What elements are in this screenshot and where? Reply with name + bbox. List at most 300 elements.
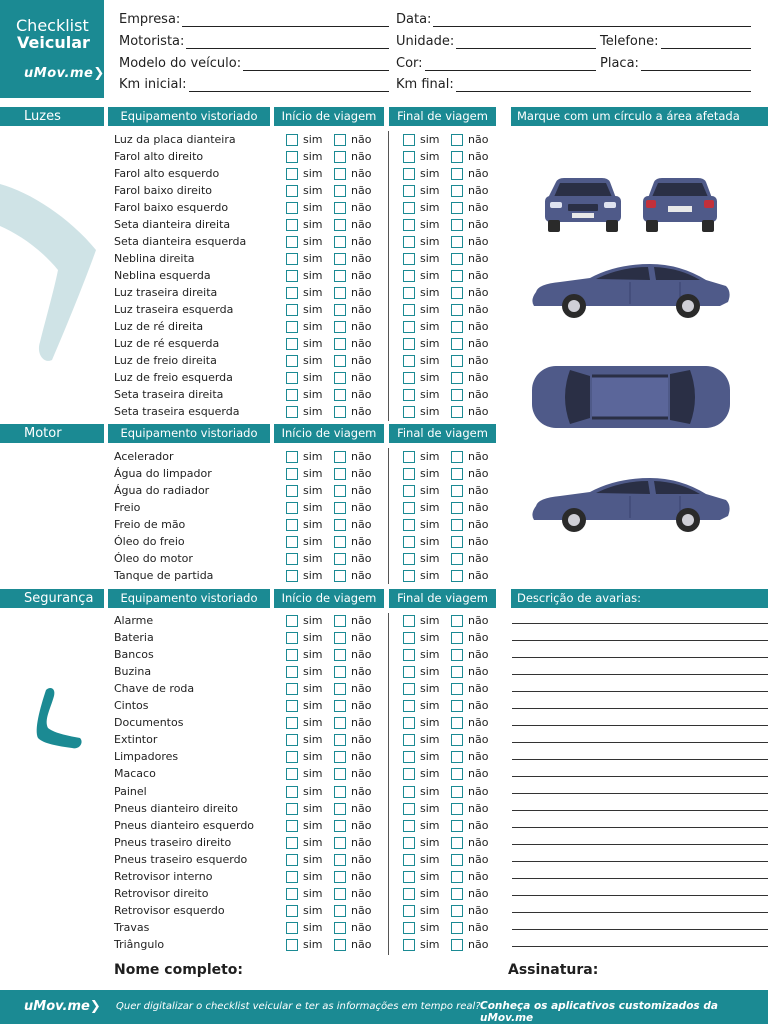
inicio-sim-checkbox[interactable] [286, 683, 298, 695]
final-sim-checkbox[interactable] [403, 389, 415, 401]
final-sim-checkbox[interactable] [403, 803, 415, 815]
inicio-nao-checkbox[interactable] [334, 519, 346, 531]
sim-label: sim [420, 699, 440, 713]
final-nao-checkbox[interactable] [451, 236, 463, 248]
item-label: Seta dianteira esquerda [114, 235, 247, 248]
sim-label: sim [303, 450, 323, 463]
inicio-sim-checkbox[interactable] [286, 751, 298, 763]
inicio-sim-checkbox[interactable] [286, 888, 298, 900]
final-sim-checkbox[interactable] [403, 270, 415, 282]
descricao-line[interactable] [512, 946, 768, 947]
final-nao-checkbox[interactable] [451, 468, 463, 480]
final-nao-checkbox[interactable] [451, 888, 463, 900]
final-sim-checkbox[interactable] [403, 820, 415, 832]
item-label: Óleo do motor [114, 552, 193, 565]
final-sim-checkbox[interactable] [403, 751, 415, 763]
final-sim-checkbox[interactable] [403, 553, 415, 565]
sim-label: sim [420, 648, 440, 662]
nao-label: não [468, 405, 489, 418]
inicio-sim-checkbox[interactable] [286, 236, 298, 248]
inicio-sim-checkbox[interactable] [286, 134, 298, 146]
inicio-nao-checkbox[interactable] [334, 700, 346, 712]
final-sim-checkbox[interactable] [403, 717, 415, 729]
item-label: Farol baixo esquerdo [114, 201, 229, 214]
sim-label: sim [420, 501, 440, 514]
item-label: Seta traseira direita [114, 388, 224, 401]
inicio-sim-checkbox[interactable] [286, 939, 298, 951]
descricao-line[interactable] [512, 657, 768, 658]
descricao-line[interactable] [512, 810, 768, 811]
inicio-nao-checkbox[interactable] [334, 168, 346, 180]
inicio-sim-checkbox[interactable] [286, 666, 298, 678]
nao-label: não [468, 682, 489, 696]
final-nao-checkbox[interactable] [451, 185, 463, 197]
final-nao-checkbox[interactable] [451, 270, 463, 282]
final-sim-checkbox[interactable] [403, 519, 415, 531]
final-sim-checkbox[interactable] [403, 536, 415, 548]
final-nao-checkbox[interactable] [451, 820, 463, 832]
inicio-nao-checkbox[interactable] [334, 253, 346, 265]
final-sim-checkbox[interactable] [403, 406, 415, 418]
inicio-nao-checkbox[interactable] [334, 768, 346, 780]
nao-label: não [468, 903, 489, 917]
final-sim-checkbox[interactable] [403, 304, 415, 316]
final-nao-checkbox[interactable] [451, 666, 463, 678]
descricao-line[interactable] [512, 742, 768, 743]
nao-label: não [351, 303, 372, 316]
inicio-sim-checkbox[interactable] [286, 389, 298, 401]
inicio-sim-checkbox[interactable] [286, 202, 298, 214]
luzes-row [0, 336, 500, 353]
sim-label: sim [303, 699, 323, 713]
inicio-nao-checkbox[interactable] [334, 888, 346, 900]
final-sim-checkbox[interactable] [403, 253, 415, 265]
final-nao-checkbox[interactable] [451, 922, 463, 934]
inicio-sim-checkbox[interactable] [286, 854, 298, 866]
inicio-nao-checkbox[interactable] [334, 649, 346, 661]
inicio-sim-checkbox[interactable] [286, 570, 298, 582]
cor-field[interactable] [396, 56, 596, 71]
km-inicial-label: Km inicial: [119, 77, 187, 92]
final-nao-checkbox[interactable] [451, 355, 463, 367]
inicio-nao-checkbox[interactable] [334, 304, 346, 316]
inicio-nao-checkbox[interactable] [334, 406, 346, 418]
nao-label: não [351, 252, 372, 265]
unidade-field[interactable] [396, 34, 596, 49]
inicio-sim-checkbox[interactable] [286, 304, 298, 316]
inicio-sim-checkbox[interactable] [286, 253, 298, 265]
car-front-view[interactable] [542, 176, 624, 236]
car-side-view-right[interactable] [530, 262, 732, 322]
final-nao-checkbox[interactable] [451, 451, 463, 463]
final-sim-checkbox[interactable] [403, 632, 415, 644]
descricao-line[interactable] [512, 708, 768, 709]
inicio-nao-checkbox[interactable] [334, 615, 346, 627]
inicio-sim-checkbox[interactable] [286, 270, 298, 282]
nao-label: não [468, 467, 489, 480]
sim-label: sim [303, 467, 323, 480]
luzes-row [0, 387, 500, 404]
final-nao-checkbox[interactable] [451, 939, 463, 951]
inicio-sim-checkbox[interactable] [286, 338, 298, 350]
inicio-nao-checkbox[interactable] [334, 202, 346, 214]
final-nao-checkbox[interactable] [451, 905, 463, 917]
inicio-sim-checkbox[interactable] [286, 700, 298, 712]
car-rear-view[interactable] [640, 176, 720, 236]
final-sim-checkbox[interactable] [403, 939, 415, 951]
final-nao-checkbox[interactable] [451, 287, 463, 299]
nao-label: não [468, 852, 489, 866]
inicio-sim-checkbox[interactable] [286, 406, 298, 418]
final-sim-checkbox[interactable] [403, 570, 415, 582]
luzes-row [0, 319, 500, 336]
inicio-sim-checkbox[interactable] [286, 502, 298, 514]
inicio-nao-checkbox[interactable] [334, 734, 346, 746]
final-nao-checkbox[interactable] [451, 837, 463, 849]
seguranca-row [0, 835, 500, 852]
seguranca-col-inicio: Início de viagem [274, 589, 384, 608]
sim-label: sim [420, 631, 440, 645]
final-nao-checkbox[interactable] [451, 536, 463, 548]
final-sim-checkbox[interactable] [403, 768, 415, 780]
final-sim-checkbox[interactable] [403, 134, 415, 146]
nao-label: não [468, 184, 489, 197]
inicio-nao-checkbox[interactable] [334, 151, 346, 163]
sim-label: sim [420, 467, 440, 480]
final-nao-checkbox[interactable] [451, 683, 463, 695]
final-sim-checkbox[interactable] [403, 649, 415, 661]
inicio-nao-checkbox[interactable] [334, 355, 346, 367]
inicio-sim-checkbox[interactable] [286, 321, 298, 333]
sim-label: sim [303, 320, 323, 333]
inicio-sim-checkbox[interactable] [286, 649, 298, 661]
sim-label: sim [420, 150, 440, 163]
item-label: Água do limpador [114, 467, 212, 480]
sim-label: sim [303, 184, 323, 197]
final-nao-checkbox[interactable] [451, 502, 463, 514]
inicio-sim-checkbox[interactable] [286, 287, 298, 299]
descricao-line[interactable] [512, 776, 768, 777]
luzes-row [0, 200, 500, 217]
inicio-sim-checkbox[interactable] [286, 185, 298, 197]
final-nao-checkbox[interactable] [451, 389, 463, 401]
luzes-row [0, 404, 500, 421]
km-final-field[interactable] [396, 77, 751, 92]
final-nao-checkbox[interactable] [451, 338, 463, 350]
final-sim-checkbox[interactable] [403, 502, 415, 514]
final-sim-checkbox[interactable] [403, 734, 415, 746]
final-nao-checkbox[interactable] [451, 854, 463, 866]
sim-label: sim [303, 552, 323, 565]
inicio-nao-checkbox[interactable] [334, 270, 346, 282]
final-nao-checkbox[interactable] [451, 786, 463, 798]
inicio-nao-checkbox[interactable] [334, 717, 346, 729]
nao-label: não [351, 467, 372, 480]
final-sim-checkbox[interactable] [403, 338, 415, 350]
final-nao-checkbox[interactable] [451, 649, 463, 661]
inicio-nao-checkbox[interactable] [334, 570, 346, 582]
inicio-sim-checkbox[interactable] [286, 519, 298, 531]
item-label: Farol alto esquerdo [114, 167, 220, 180]
inicio-sim-checkbox[interactable] [286, 151, 298, 163]
sim-label: sim [303, 167, 323, 180]
inicio-sim-checkbox[interactable] [286, 632, 298, 644]
inicio-sim-checkbox[interactable] [286, 219, 298, 231]
final-nao-checkbox[interactable] [451, 168, 463, 180]
item-label: Acelerador [114, 450, 174, 463]
inicio-sim-checkbox[interactable] [286, 355, 298, 367]
final-nao-checkbox[interactable] [451, 372, 463, 384]
telefone-field[interactable] [600, 34, 751, 49]
inicio-sim-checkbox[interactable] [286, 468, 298, 480]
inicio-nao-checkbox[interactable] [334, 185, 346, 197]
sim-label: sim [303, 682, 323, 696]
sim-label: sim [420, 716, 440, 730]
inicio-sim-checkbox[interactable] [286, 922, 298, 934]
final-sim-checkbox[interactable] [403, 151, 415, 163]
sim-label: sim [303, 869, 323, 883]
sim-label: sim [303, 535, 323, 548]
final-nao-checkbox[interactable] [451, 570, 463, 582]
sim-label: sim [303, 818, 323, 832]
car-side-view-left[interactable] [530, 476, 732, 536]
inicio-nao-checkbox[interactable] [334, 236, 346, 248]
data-field[interactable] [396, 12, 751, 27]
sim-label: sim [303, 337, 323, 350]
nao-label: não [351, 337, 372, 350]
inicio-nao-checkbox[interactable] [334, 451, 346, 463]
final-sim-checkbox[interactable] [403, 905, 415, 917]
final-sim-checkbox[interactable] [403, 666, 415, 678]
final-nao-checkbox[interactable] [451, 768, 463, 780]
inicio-nao-checkbox[interactable] [334, 321, 346, 333]
final-nao-checkbox[interactable] [451, 803, 463, 815]
inicio-nao-checkbox[interactable] [334, 751, 346, 763]
descricao-line[interactable] [512, 861, 768, 862]
final-nao-checkbox[interactable] [451, 615, 463, 627]
descricao-line[interactable] [512, 793, 768, 794]
descricao-line[interactable] [512, 827, 768, 828]
inicio-nao-checkbox[interactable] [334, 134, 346, 146]
nao-label: não [468, 869, 489, 883]
final-sim-checkbox[interactable] [403, 485, 415, 497]
sim-label: sim [420, 354, 440, 367]
final-sim-checkbox[interactable] [403, 615, 415, 627]
modelo-field[interactable] [119, 56, 389, 71]
sim-label: sim [420, 614, 440, 627]
item-label: Retrovisor esquerdo [114, 903, 225, 917]
final-sim-checkbox[interactable] [403, 219, 415, 231]
final-nao-checkbox[interactable] [451, 253, 463, 265]
inicio-sim-checkbox[interactable] [286, 615, 298, 627]
item-label: Neblina direita [114, 252, 195, 265]
seguranca-col-equipamento: Equipamento vistoriado [108, 589, 270, 608]
final-nao-checkbox[interactable] [451, 485, 463, 497]
seguranca-row [0, 903, 500, 920]
sim-label: sim [420, 518, 440, 531]
nao-label: não [468, 631, 489, 645]
final-sim-checkbox[interactable] [403, 321, 415, 333]
final-nao-checkbox[interactable] [451, 519, 463, 531]
nao-label: não [468, 269, 489, 282]
placa-field[interactable] [600, 56, 751, 71]
descricao-line[interactable] [512, 674, 768, 675]
inicio-sim-checkbox[interactable] [286, 168, 298, 180]
inicio-sim-checkbox[interactable] [286, 717, 298, 729]
sim-label: sim [303, 631, 323, 645]
inicio-nao-checkbox[interactable] [334, 854, 346, 866]
inicio-nao-checkbox[interactable] [334, 485, 346, 497]
empresa-field[interactable] [119, 12, 389, 27]
motor-col-equipamento: Equipamento vistoriado [108, 424, 270, 443]
final-sim-checkbox[interactable] [403, 236, 415, 248]
sim-label: sim [303, 665, 323, 679]
final-sim-checkbox[interactable] [403, 287, 415, 299]
final-nao-checkbox[interactable] [451, 134, 463, 146]
inicio-nao-checkbox[interactable] [334, 389, 346, 401]
nao-label: não [351, 201, 372, 214]
final-sim-checkbox[interactable] [403, 202, 415, 214]
car-top-view[interactable] [530, 362, 732, 432]
final-nao-checkbox[interactable] [451, 734, 463, 746]
inicio-nao-checkbox[interactable] [334, 820, 346, 832]
motorista-field[interactable] [119, 34, 389, 49]
final-sim-checkbox[interactable] [403, 372, 415, 384]
brand-logo: uMov.me❯ [24, 66, 105, 81]
final-sim-checkbox[interactable] [403, 185, 415, 197]
title-line-1: Checklist [16, 16, 89, 35]
final-sim-checkbox[interactable] [403, 683, 415, 695]
inicio-sim-checkbox[interactable] [286, 451, 298, 463]
nao-label: não [468, 201, 489, 214]
inicio-nao-checkbox[interactable] [334, 287, 346, 299]
descricao-line[interactable] [512, 912, 768, 913]
inicio-sim-checkbox[interactable] [286, 372, 298, 384]
inicio-sim-checkbox[interactable] [286, 837, 298, 849]
inicio-nao-checkbox[interactable] [334, 468, 346, 480]
inicio-nao-checkbox[interactable] [334, 632, 346, 644]
inicio-sim-checkbox[interactable] [286, 820, 298, 832]
item-label: Farol baixo direito [114, 184, 212, 197]
final-sim-checkbox[interactable] [403, 837, 415, 849]
item-label: Luz traseira esquerda [114, 303, 234, 316]
item-label: Tanque de partida [114, 569, 214, 582]
inicio-sim-checkbox[interactable] [286, 871, 298, 883]
inicio-nao-checkbox[interactable] [334, 683, 346, 695]
sim-label: sim [420, 903, 440, 917]
final-sim-checkbox[interactable] [403, 922, 415, 934]
inicio-nao-checkbox[interactable] [334, 871, 346, 883]
final-nao-checkbox[interactable] [451, 751, 463, 763]
seguranca-row [0, 681, 500, 698]
inicio-nao-checkbox[interactable] [334, 338, 346, 350]
section-luzes: Luzes [0, 107, 104, 126]
descricao-line[interactable] [512, 844, 768, 845]
final-nao-checkbox[interactable] [451, 151, 463, 163]
item-label: Retrovisor interno [114, 869, 213, 883]
nao-label: não [351, 648, 372, 662]
final-sim-checkbox[interactable] [403, 786, 415, 798]
sim-label: sim [420, 733, 440, 747]
luzes-col-inicio: Início de viagem [274, 107, 384, 126]
nao-label: não [468, 920, 489, 934]
sim-label: sim [420, 869, 440, 883]
nao-label: não [468, 552, 489, 565]
footer-link[interactable]: Conheça os aplicativos customizados da uMov.me [480, 1000, 718, 1024]
inicio-sim-checkbox[interactable] [286, 536, 298, 548]
nao-label: não [351, 167, 372, 180]
nao-label: não [468, 150, 489, 163]
motor-row [0, 517, 500, 534]
final-nao-checkbox[interactable] [451, 700, 463, 712]
inicio-nao-checkbox[interactable] [334, 536, 346, 548]
final-sim-checkbox[interactable] [403, 700, 415, 712]
final-nao-checkbox[interactable] [451, 304, 463, 316]
descricao-line[interactable] [512, 878, 768, 879]
final-sim-checkbox[interactable] [403, 468, 415, 480]
km-inicial-field[interactable] [119, 77, 389, 92]
inicio-sim-checkbox[interactable] [286, 485, 298, 497]
descricao-line[interactable] [512, 725, 768, 726]
final-sim-checkbox[interactable] [403, 888, 415, 900]
final-nao-checkbox[interactable] [451, 717, 463, 729]
inicio-nao-checkbox[interactable] [334, 553, 346, 565]
inicio-nao-checkbox[interactable] [334, 939, 346, 951]
final-sim-checkbox[interactable] [403, 168, 415, 180]
inicio-nao-checkbox[interactable] [334, 372, 346, 384]
descricao-line[interactable] [512, 623, 768, 624]
seguranca-row [0, 749, 500, 766]
descricao-line[interactable] [512, 759, 768, 760]
final-nao-checkbox[interactable] [451, 321, 463, 333]
final-nao-checkbox[interactable] [451, 219, 463, 231]
inicio-nao-checkbox[interactable] [334, 666, 346, 678]
inicio-nao-checkbox[interactable] [334, 837, 346, 849]
item-label: Água do radiador [114, 484, 210, 497]
item-label: Pneus traseiro direito [114, 835, 232, 849]
inicio-sim-checkbox[interactable] [286, 768, 298, 780]
inicio-nao-checkbox[interactable] [334, 803, 346, 815]
inicio-sim-checkbox[interactable] [286, 786, 298, 798]
inicio-nao-checkbox[interactable] [334, 786, 346, 798]
inicio-nao-checkbox[interactable] [334, 219, 346, 231]
inicio-nao-checkbox[interactable] [334, 502, 346, 514]
inicio-sim-checkbox[interactable] [286, 734, 298, 746]
inicio-sim-checkbox[interactable] [286, 803, 298, 815]
descricao-line[interactable] [512, 691, 768, 692]
nao-label: não [351, 269, 372, 282]
final-nao-checkbox[interactable] [451, 406, 463, 418]
inicio-sim-checkbox[interactable] [286, 905, 298, 917]
descricao-line[interactable] [512, 640, 768, 641]
final-nao-checkbox[interactable] [451, 871, 463, 883]
descricao-line[interactable] [512, 895, 768, 896]
inicio-nao-checkbox[interactable] [334, 922, 346, 934]
item-label: Painel [114, 784, 147, 798]
descricao-line[interactable] [512, 929, 768, 930]
final-sim-checkbox[interactable] [403, 355, 415, 367]
final-sim-checkbox[interactable] [403, 854, 415, 866]
final-nao-checkbox[interactable] [451, 553, 463, 565]
final-sim-checkbox[interactable] [403, 871, 415, 883]
nao-label: não [351, 614, 372, 627]
final-nao-checkbox[interactable] [451, 632, 463, 644]
final-nao-checkbox[interactable] [451, 202, 463, 214]
item-label: Extintor [114, 733, 158, 747]
inicio-sim-checkbox[interactable] [286, 553, 298, 565]
inicio-nao-checkbox[interactable] [334, 905, 346, 917]
final-sim-checkbox[interactable] [403, 451, 415, 463]
